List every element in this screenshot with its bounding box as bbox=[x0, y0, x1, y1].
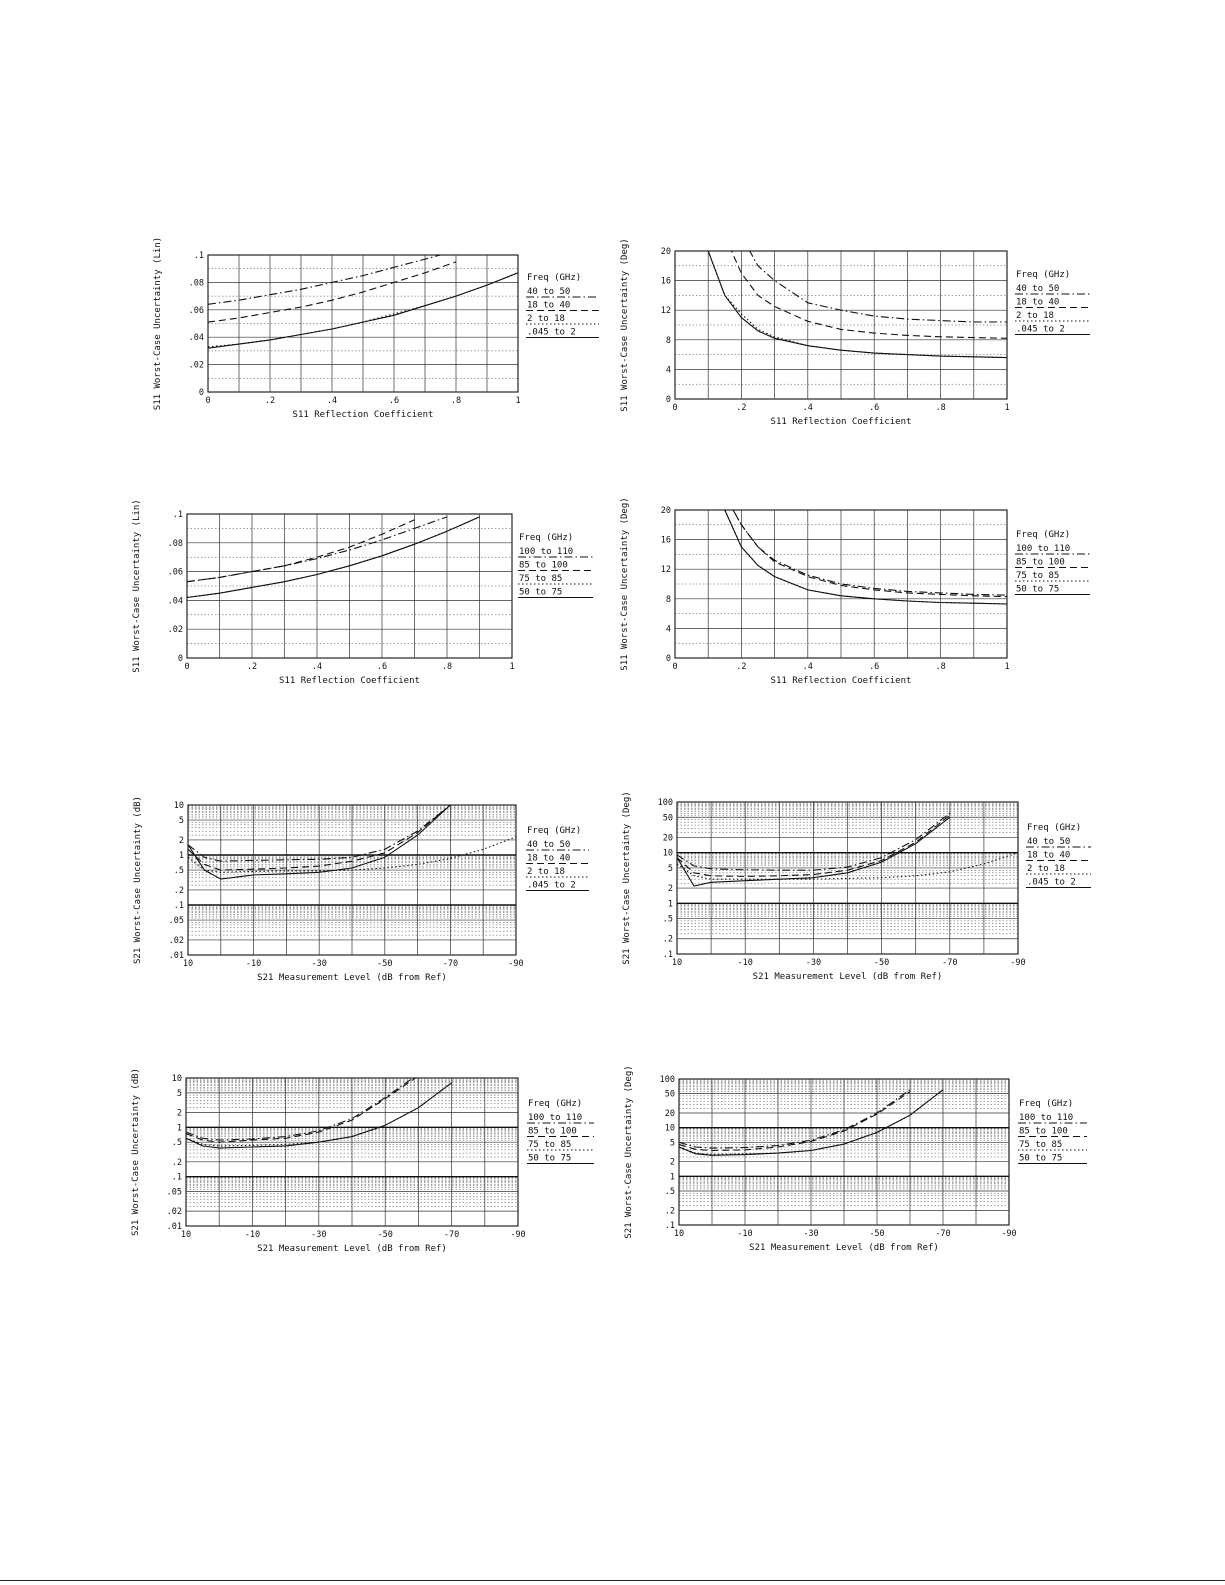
legend-label: 100 to 110 bbox=[1016, 544, 1071, 554]
y-tick-label: 50 bbox=[662, 813, 673, 824]
x-axis-label: S11 Reflection Coefficient bbox=[292, 410, 434, 420]
legend-label: 50 to 75 bbox=[519, 587, 563, 598]
legend-title: Freq (GHz) bbox=[527, 826, 582, 836]
x-axis-label: S11 Reflection Coefficient bbox=[770, 676, 912, 686]
y-tick-label: 4 bbox=[665, 624, 671, 635]
y-tick-label: 20 bbox=[660, 247, 671, 257]
y-tick-label: .02 bbox=[188, 360, 204, 371]
legend bbox=[527, 1099, 594, 1164]
y-tick-label: 2 bbox=[669, 1157, 675, 1168]
x-tick-label: .6 bbox=[388, 396, 400, 406]
legend-label: 18 to 40 bbox=[1027, 850, 1071, 861]
legend bbox=[1018, 1099, 1087, 1164]
x-tick-label: 10 bbox=[673, 1229, 685, 1239]
x-tick-label: -70 bbox=[443, 1230, 460, 1240]
legend-title: Freq (GHz) bbox=[1016, 530, 1071, 540]
legend-label: 85 to 100 bbox=[1016, 557, 1065, 568]
x-tick-label: 1 bbox=[1004, 662, 1010, 672]
legend-label: 75 to 85 bbox=[528, 1140, 572, 1150]
legend-title: Freq (GHz) bbox=[1016, 270, 1071, 280]
y-tick-label: .2 bbox=[171, 1157, 182, 1168]
x-tick-label: -10 bbox=[244, 1230, 261, 1240]
x-tick-label: .8 bbox=[450, 396, 462, 406]
legend-title: Freq (GHz) bbox=[1027, 823, 1082, 833]
x-tick-label: 10 bbox=[180, 1230, 192, 1240]
y-tick-label: 0 bbox=[665, 654, 671, 664]
y-tick-label: 10 bbox=[173, 801, 184, 811]
y-tick-label: 5 bbox=[667, 863, 673, 874]
y-tick-label: 10 bbox=[171, 1074, 182, 1084]
y-tick-label: 16 bbox=[660, 276, 671, 287]
chart-3 bbox=[132, 499, 593, 686]
y-tick-label: 5 bbox=[669, 1138, 675, 1149]
y-axis-label: S11 Worst-Case Uncertainty (Lin) bbox=[132, 499, 142, 673]
y-tick-label: 8 bbox=[665, 335, 671, 346]
x-tick-label: .6 bbox=[869, 662, 880, 672]
legend-label: 18 to 40 bbox=[527, 853, 571, 864]
legend-label: 100 to 110 bbox=[528, 1113, 583, 1123]
legend-label: .045 to 2 bbox=[1027, 877, 1076, 888]
legend-label: 100 to 110 bbox=[1019, 1113, 1074, 1123]
y-axis-label: S21 Worst-Case Uncertainty (dB) bbox=[131, 1068, 141, 1236]
y-tick-label: 5 bbox=[176, 1088, 182, 1099]
y-tick-label: 100 bbox=[659, 1075, 675, 1085]
y-tick-label: .1 bbox=[172, 510, 183, 520]
y-tick-label: .04 bbox=[167, 596, 183, 607]
legend bbox=[1015, 270, 1090, 335]
x-tick-label: -70 bbox=[442, 959, 459, 969]
x-tick-label: -10 bbox=[737, 1229, 753, 1239]
y-tick-label: 8 bbox=[665, 594, 671, 605]
y-tick-label: .08 bbox=[167, 538, 183, 549]
y-axis-label: S21 Worst-Case Uncertainty (Deg) bbox=[622, 791, 632, 965]
x-tick-label: -10 bbox=[737, 958, 753, 968]
y-tick-label: 0 bbox=[177, 654, 183, 664]
legend-title: Freq (GHz) bbox=[528, 1099, 583, 1109]
chart-8 bbox=[624, 1065, 1087, 1253]
y-tick-label: 20 bbox=[660, 506, 671, 516]
y-tick-label: .06 bbox=[167, 567, 183, 578]
legend-label: 40 to 50 bbox=[1027, 837, 1071, 847]
legend bbox=[1015, 530, 1090, 595]
x-tick-label: 10 bbox=[671, 958, 683, 968]
x-axis-label: S21 Measurement Level (dB from Ref) bbox=[257, 973, 447, 983]
x-tick-label: .6 bbox=[869, 403, 880, 413]
y-axis-label: S11 Worst-Case Uncertainty (Deg) bbox=[620, 238, 630, 412]
legend-title: Freq (GHz) bbox=[519, 533, 574, 543]
legend-label: 40 to 50 bbox=[527, 287, 571, 297]
y-tick-label: 0 bbox=[665, 395, 671, 405]
legend bbox=[518, 533, 593, 598]
x-tick-label: -50 bbox=[869, 1229, 885, 1239]
x-tick-label: 1 bbox=[1004, 403, 1010, 413]
y-tick-label: .1 bbox=[662, 950, 673, 960]
x-tick-label: 0 bbox=[205, 396, 211, 406]
x-tick-label: -90 bbox=[1001, 1229, 1017, 1239]
y-tick-label: .04 bbox=[188, 333, 204, 344]
x-tick-label: .4 bbox=[311, 662, 323, 672]
x-tick-label: .2 bbox=[736, 403, 747, 413]
y-tick-label: .01 bbox=[168, 951, 184, 961]
legend-label: 40 to 50 bbox=[1016, 284, 1060, 294]
legend-label: 75 to 85 bbox=[1016, 571, 1060, 581]
y-tick-label: .5 bbox=[664, 1186, 675, 1197]
chart-1 bbox=[153, 237, 599, 420]
x-tick-label: -70 bbox=[942, 958, 958, 968]
x-tick-label: .8 bbox=[935, 403, 946, 413]
y-tick-label: .05 bbox=[166, 1187, 182, 1198]
x-tick-label: 1 bbox=[509, 662, 515, 672]
y-tick-label: 20 bbox=[664, 1109, 675, 1120]
y-tick-label: .5 bbox=[171, 1138, 182, 1149]
legend-title: Freq (GHz) bbox=[527, 273, 582, 283]
x-tick-label: -50 bbox=[873, 958, 890, 968]
x-tick-label: 1 bbox=[515, 396, 521, 406]
x-axis-label: S11 Reflection Coefficient bbox=[770, 417, 912, 427]
y-tick-label: .02 bbox=[167, 625, 183, 636]
x-tick-label: .4 bbox=[802, 662, 813, 672]
y-tick-label: 5 bbox=[178, 816, 184, 827]
legend-label: 100 to 110 bbox=[519, 547, 574, 557]
x-tick-label: 0 bbox=[672, 662, 678, 672]
y-tick-label: .06 bbox=[188, 305, 204, 316]
legend-label: 2 to 18 bbox=[527, 314, 565, 324]
y-tick-label: .02 bbox=[166, 1207, 182, 1218]
y-axis-label: S11 Worst-Case Uncertainty (Deg) bbox=[620, 497, 630, 671]
legend bbox=[1026, 823, 1091, 888]
x-tick-label: .2 bbox=[736, 662, 747, 672]
x-tick-label: -10 bbox=[245, 959, 262, 969]
legend-label: 85 to 100 bbox=[519, 560, 568, 571]
y-tick-label: .01 bbox=[166, 1222, 182, 1232]
x-axis-label: S11 Reflection Coefficient bbox=[279, 676, 420, 686]
x-axis-label: S21 Measurement Level (dB from Ref) bbox=[752, 972, 943, 982]
chart-4 bbox=[620, 495, 1090, 686]
x-tick-label: 0 bbox=[672, 403, 678, 413]
x-tick-label: -50 bbox=[377, 1230, 393, 1240]
legend-label: 75 to 85 bbox=[519, 574, 563, 584]
legend bbox=[526, 826, 589, 891]
y-tick-label: .05 bbox=[168, 916, 184, 927]
y-tick-label: 1 bbox=[667, 899, 673, 910]
chart-7 bbox=[131, 1068, 594, 1254]
chart-2 bbox=[620, 236, 1090, 427]
x-tick-label: -90 bbox=[1010, 958, 1026, 968]
y-tick-label: 4 bbox=[665, 365, 671, 376]
y-tick-label: 12 bbox=[660, 565, 671, 576]
y-tick-label: .1 bbox=[171, 1172, 182, 1183]
legend-label: 50 to 75 bbox=[1016, 584, 1060, 595]
x-tick-label: -30 bbox=[805, 958, 822, 968]
y-tick-label: 12 bbox=[660, 306, 671, 317]
x-tick-label: -90 bbox=[510, 1230, 526, 1240]
y-tick-label: .1 bbox=[173, 901, 184, 911]
x-tick-label: 0 bbox=[184, 662, 190, 672]
chart-5 bbox=[133, 796, 589, 983]
y-tick-label: .5 bbox=[173, 866, 184, 877]
x-tick-label: .2 bbox=[246, 662, 258, 672]
legend-label: 2 to 18 bbox=[1027, 864, 1065, 874]
y-tick-label: 1 bbox=[178, 851, 184, 861]
legend-label: .045 to 2 bbox=[527, 327, 576, 338]
x-tick-label: -30 bbox=[311, 1230, 327, 1240]
x-tick-label: .4 bbox=[802, 403, 813, 413]
y-tick-label: .2 bbox=[662, 934, 673, 945]
legend-label: 40 to 50 bbox=[527, 840, 571, 850]
x-tick-label: .6 bbox=[376, 662, 388, 672]
y-tick-label: 1 bbox=[176, 1123, 182, 1134]
y-tick-label: .02 bbox=[168, 935, 184, 946]
legend-label: 75 to 85 bbox=[1019, 1140, 1063, 1150]
x-tick-label: .4 bbox=[326, 396, 338, 406]
y-axis-label: S21 Worst-Case Uncertainty (dB) bbox=[133, 796, 143, 964]
y-tick-label: .1 bbox=[193, 251, 204, 261]
chart-6 bbox=[622, 791, 1091, 982]
x-tick-label: -30 bbox=[803, 1229, 819, 1239]
legend-label: 50 to 75 bbox=[1019, 1153, 1063, 1164]
y-tick-label: .1 bbox=[664, 1221, 675, 1231]
legend-label: 2 to 18 bbox=[1016, 311, 1054, 321]
y-axis-label: S11 Worst-Case Uncertainty (Lin) bbox=[153, 236, 163, 411]
x-tick-label: -70 bbox=[935, 1229, 951, 1239]
x-tick-label: .2 bbox=[264, 396, 276, 406]
x-axis-label: S21 Measurement Level (dB from Ref) bbox=[749, 1243, 939, 1253]
legend-label: 85 to 100 bbox=[1019, 1126, 1068, 1137]
x-tick-label: -50 bbox=[377, 959, 393, 969]
y-tick-label: 2 bbox=[176, 1108, 182, 1119]
y-tick-label: 16 bbox=[660, 535, 671, 546]
legend-label: 85 to 100 bbox=[528, 1126, 577, 1137]
y-axis-label: S21 Worst-Case Uncertainty (Deg) bbox=[624, 1065, 634, 1239]
y-tick-label: .08 bbox=[188, 278, 204, 289]
page-bottom-rule bbox=[0, 1580, 1225, 1581]
x-axis-label: S21 Measurement Level (dB from Ref) bbox=[257, 1244, 447, 1254]
y-tick-label: .5 bbox=[662, 914, 673, 925]
y-tick-label: 0 bbox=[198, 388, 204, 398]
y-tick-label: .2 bbox=[173, 885, 184, 896]
legend bbox=[526, 273, 599, 338]
y-tick-label: 50 bbox=[664, 1089, 675, 1100]
legend-label: .045 to 2 bbox=[527, 880, 576, 891]
legend-label: 18 to 40 bbox=[527, 300, 571, 311]
legend-label: 50 to 75 bbox=[528, 1153, 572, 1164]
y-tick-label: 2 bbox=[178, 835, 184, 846]
y-tick-label: 2 bbox=[667, 884, 673, 895]
x-tick-label: 10 bbox=[182, 959, 194, 969]
x-tick-label: -30 bbox=[311, 959, 327, 969]
y-tick-label: 1 bbox=[669, 1172, 675, 1183]
legend-label: 2 to 18 bbox=[527, 867, 565, 877]
y-tick-label: .2 bbox=[664, 1206, 675, 1217]
legend-label: .045 to 2 bbox=[1016, 324, 1065, 335]
legend-title: Freq (GHz) bbox=[1019, 1099, 1074, 1109]
x-tick-label: .8 bbox=[935, 662, 946, 672]
x-tick-label: -90 bbox=[508, 959, 524, 969]
y-tick-label: 100 bbox=[657, 798, 673, 808]
legend-label: 18 to 40 bbox=[1016, 297, 1060, 308]
x-tick-label: .8 bbox=[441, 662, 453, 672]
y-tick-label: 10 bbox=[662, 848, 673, 859]
y-tick-label: 10 bbox=[664, 1123, 675, 1134]
y-tick-label: 20 bbox=[662, 833, 673, 844]
